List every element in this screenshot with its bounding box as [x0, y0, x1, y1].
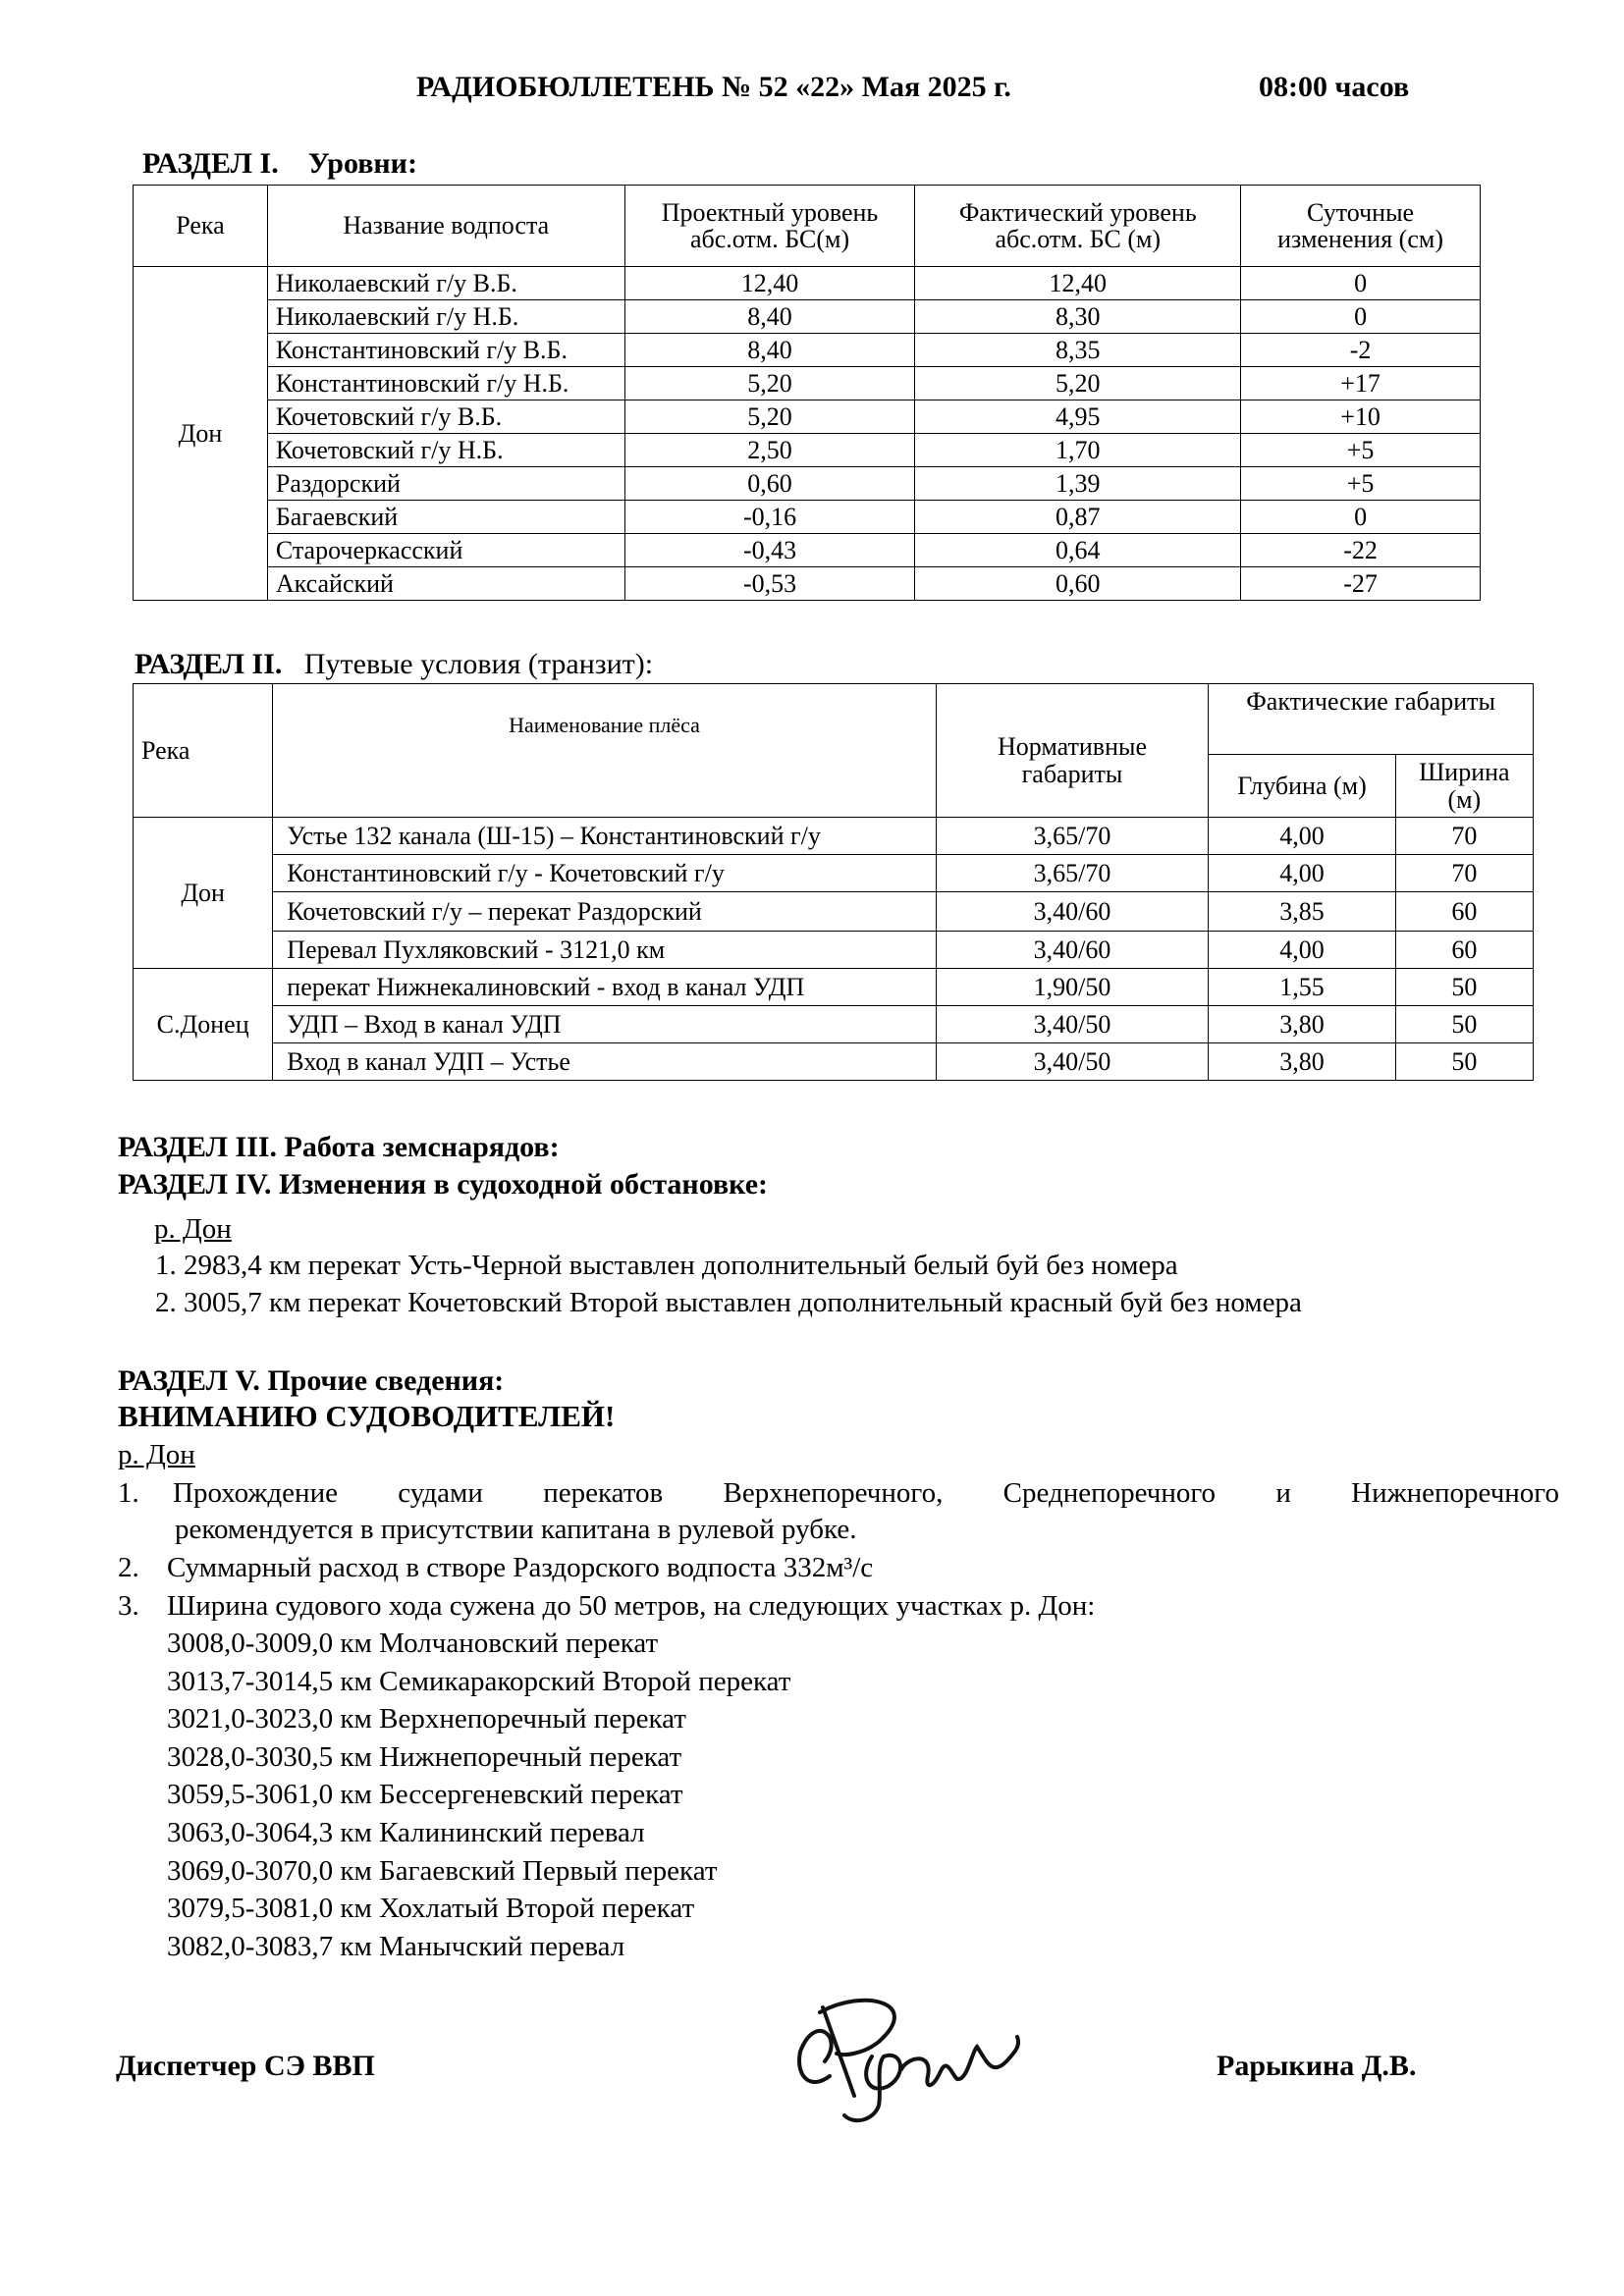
narrowed-segment: 3082,0-3083,7 км Манычский перевал [167, 1930, 625, 1962]
levels-row [134, 367, 1481, 400]
normative-dims: 3,40/50 [936, 1006, 1209, 1043]
route-row [134, 1006, 1534, 1043]
actual-depth: 3,85 [1209, 892, 1395, 932]
route-conditions-table [133, 683, 1534, 1081]
signer-name: Рарыкина Д.В. [1217, 2050, 1417, 2082]
actual-level: 12,40 [915, 267, 1241, 300]
route-row [134, 1043, 1534, 1081]
gauge-name: Старочеркасский [267, 534, 624, 567]
item-1-line-1 [173, 1477, 1559, 1510]
reach-name: Константиновский г/у - Кочетовский г/у [273, 855, 936, 892]
design-level: -0,16 [624, 501, 915, 534]
reach-name: Кочетовский г/у – перекат Раздорский [273, 892, 936, 932]
daily-change: +17 [1241, 367, 1481, 400]
item-1-word: судами [398, 1477, 483, 1509]
signer-position: Диспетчер СЭ ВВП [116, 2050, 375, 2082]
daily-change: +10 [1241, 400, 1481, 434]
gauge-name: Аксайский [267, 567, 624, 601]
river-cell: Дон [134, 818, 273, 969]
section-4-river: р. Дон [154, 1213, 232, 1245]
narrowed-segment: 3059,5-3061,0 км Бессергеневский перекат [167, 1779, 683, 1811]
narrowed-segment: 3021,0-3023,0 км Верхнепоречный перекат [167, 1703, 686, 1735]
actual-level: 8,35 [915, 334, 1241, 367]
actual-width: 50 [1395, 1006, 1533, 1043]
levels-row [134, 501, 1481, 534]
bulletin-title: РАДИОБЮЛЛЕТЕНЬ № 52 «22» Мая 2025 г. [416, 71, 1011, 103]
item-1-word: Среднепоречного [1002, 1477, 1217, 1509]
daily-change: -22 [1241, 534, 1481, 567]
col-header: Проектный уровень абс.отм. БС(м) [624, 186, 915, 267]
item-1-word: Прохождение [173, 1477, 338, 1509]
actual-depth: 3,80 [1209, 1043, 1395, 1081]
reach-name: УДП – Вход в канал УДП [273, 1006, 936, 1043]
design-level: 8,40 [624, 334, 915, 367]
daily-change: -27 [1241, 567, 1481, 601]
narrowed-segment: 3013,7-3014,5 км Семикаракорский Второй перекат [167, 1665, 791, 1697]
levels-row [134, 434, 1481, 467]
actual-level: 5,20 [915, 367, 1241, 400]
gauge-name: Николаевский г/у В.Б. [267, 267, 624, 300]
actual-level: 0,64 [915, 534, 1241, 567]
river-cell: Дон [134, 267, 268, 601]
route-row [134, 855, 1534, 892]
item-1-word: перекатов [543, 1477, 664, 1509]
gauge-name: Багаевский [267, 501, 624, 534]
actual-width: 70 [1395, 818, 1533, 855]
actual-depth: 3,80 [1209, 1006, 1395, 1043]
col-header: Суточные изменения (см) [1241, 186, 1481, 267]
route-row [134, 969, 1534, 1006]
item-1-line-2: рекомендуется в присутствии капитана в рулевой рубке. [175, 1514, 857, 1545]
levels-row [134, 334, 1481, 367]
design-level: 12,40 [624, 267, 915, 300]
normative-dims: 3,40/60 [936, 932, 1209, 969]
item-3-number: 3. [118, 1590, 139, 1622]
design-level: 5,20 [624, 367, 915, 400]
col-header-river: Река [134, 684, 273, 818]
section-3-heading: РАЗДЕЛ III. Работа земснарядов: [118, 1131, 560, 1163]
normative-dims: 3,65/70 [936, 818, 1209, 855]
narrowed-segment: 3008,0-3009,0 км Молчановский перекат [167, 1628, 659, 1659]
route-row [134, 892, 1534, 932]
design-level: 0,60 [624, 467, 915, 501]
section-1-title: Уровни: [307, 147, 417, 180]
col-header-depth: Глубина (м) [1209, 755, 1395, 818]
levels-row [134, 567, 1481, 601]
actual-level: 0,87 [915, 501, 1241, 534]
actual-level: 1,39 [915, 467, 1241, 501]
reach-name: Перевал Пухляковский - 3121,0 км [273, 932, 936, 969]
item-2-number: 2. [118, 1552, 139, 1583]
section-4-item: 1. 2983,4 км перекат Усть-Черной выставлен дополнительный белый буй без номера [155, 1250, 1178, 1281]
design-level: -0,53 [624, 567, 915, 601]
actual-width: 70 [1395, 855, 1533, 892]
gauge-name: Константиновский г/у Н.Б. [267, 367, 624, 400]
actual-width: 60 [1395, 932, 1533, 969]
daily-change: 0 [1241, 501, 1481, 534]
section-4-heading: РАЗДЕЛ IV. Изменения в судоходной обстановке: [118, 1168, 769, 1201]
item-1-number: 1. [118, 1477, 139, 1509]
daily-change: 0 [1241, 267, 1481, 300]
section-2-title: Путевые условия (транзит): [303, 648, 654, 680]
route-row [134, 818, 1534, 855]
normative-dims: 3,40/60 [936, 892, 1209, 932]
design-level: -0,43 [624, 534, 915, 567]
attention-heading: ВНИМАНИЮ СУДОВОДИТЕЛЕЙ! [118, 1399, 616, 1433]
col-header: Фактический уровень абс.отм. БС (м) [915, 186, 1241, 267]
levels-row [134, 467, 1481, 501]
section-2-heading [135, 648, 653, 681]
daily-change: +5 [1241, 434, 1481, 467]
gauge-name: Николаевский г/у Н.Б. [267, 300, 624, 334]
levels-row [134, 534, 1481, 567]
col-header-normative: Нормативные габариты [936, 684, 1209, 818]
actual-width: 50 [1395, 1043, 1533, 1081]
actual-width: 50 [1395, 969, 1533, 1006]
item-1-word: Нижнепоречного [1351, 1477, 1559, 1509]
actual-level: 8,30 [915, 300, 1241, 334]
route-row [134, 932, 1534, 969]
item-3-text: Ширина судового хода сужена до 50 метров, на следующих участках р. Дон: [167, 1590, 1096, 1622]
normative-dims: 1,90/50 [936, 969, 1209, 1006]
section-1-number: РАЗДЕЛ I. [142, 147, 279, 180]
col-header-width: Ширина (м) [1395, 755, 1533, 818]
narrowed-segment: 3069,0-3070,0 км Багаевский Первый перекат [167, 1854, 718, 1887]
item-1-word: и [1275, 1477, 1291, 1509]
daily-change: 0 [1241, 300, 1481, 334]
gauge-name: Кочетовский г/у Н.Б. [267, 434, 624, 467]
bulletin-time: 08:00 часов [1259, 71, 1410, 103]
reach-name: перекат Нижнекалиновский - вход в канал УДП [273, 969, 936, 1006]
actual-depth: 1,55 [1209, 969, 1395, 1006]
gauge-name: Константиновский г/у В.Б. [267, 334, 624, 367]
normative-dims: 3,65/70 [936, 855, 1209, 892]
narrowed-segment: 3079,5-3081,0 км Хохлатый Второй перекат [167, 1893, 695, 1925]
section-4-item: 2. 3005,7 км перекат Кочетовский Второй выставлен дополнительный красный буй без номера [155, 1287, 1302, 1318]
design-level: 5,20 [624, 400, 915, 434]
daily-change: -2 [1241, 334, 1481, 367]
levels-table-header [134, 186, 1481, 267]
section-5-river: р. Дон [118, 1439, 195, 1470]
levels-table [133, 185, 1481, 601]
design-level: 2,50 [624, 434, 915, 467]
actual-level: 0,60 [915, 567, 1241, 601]
route-table-header-row-1 [134, 684, 1534, 755]
levels-row [134, 267, 1481, 300]
section-2-number: РАЗДЕЛ II. [135, 648, 283, 680]
col-header-reach: Наименование плёса [273, 684, 936, 818]
actual-level: 1,70 [915, 434, 1241, 467]
item-1-word: Верхнепоречного, [723, 1477, 944, 1509]
narrowed-segment: 3028,0-3030,5 км Нижнепоречный перекат [167, 1740, 682, 1773]
daily-change: +5 [1241, 467, 1481, 501]
section-5-heading: РАЗДЕЛ V. Прочие сведения: [118, 1364, 505, 1397]
actual-depth: 4,00 [1209, 855, 1395, 892]
actual-depth: 4,00 [1209, 818, 1395, 855]
item-2-text: Суммарный расход в створе Раздорского водпоста 332м³/с [167, 1552, 874, 1583]
design-level: 8,40 [624, 300, 915, 334]
gauge-name: Раздорский [267, 467, 624, 501]
col-header-actual: Фактические габариты [1209, 684, 1534, 755]
levels-row [134, 400, 1481, 434]
col-header: Название водпоста [267, 186, 624, 267]
actual-level: 4,95 [915, 400, 1241, 434]
section-1-heading [142, 147, 417, 181]
narrowed-segment: 3063,0-3064,3 км Калининский перевал [167, 1817, 645, 1848]
reach-name: Устье 132 канала (Ш-15) – Константиновский г/у [273, 818, 936, 855]
normative-dims: 3,40/50 [936, 1043, 1209, 1081]
col-header: Река [134, 186, 268, 267]
actual-width: 60 [1395, 892, 1533, 932]
actual-depth: 4,00 [1209, 932, 1395, 969]
gauge-name: Кочетовский г/у В.Б. [267, 400, 624, 434]
river-cell: С.Донец [134, 969, 273, 1081]
reach-name: Вход в канал УДП – Устье [273, 1043, 936, 1081]
handwritten-signature [785, 1983, 1041, 2130]
levels-row [134, 300, 1481, 334]
